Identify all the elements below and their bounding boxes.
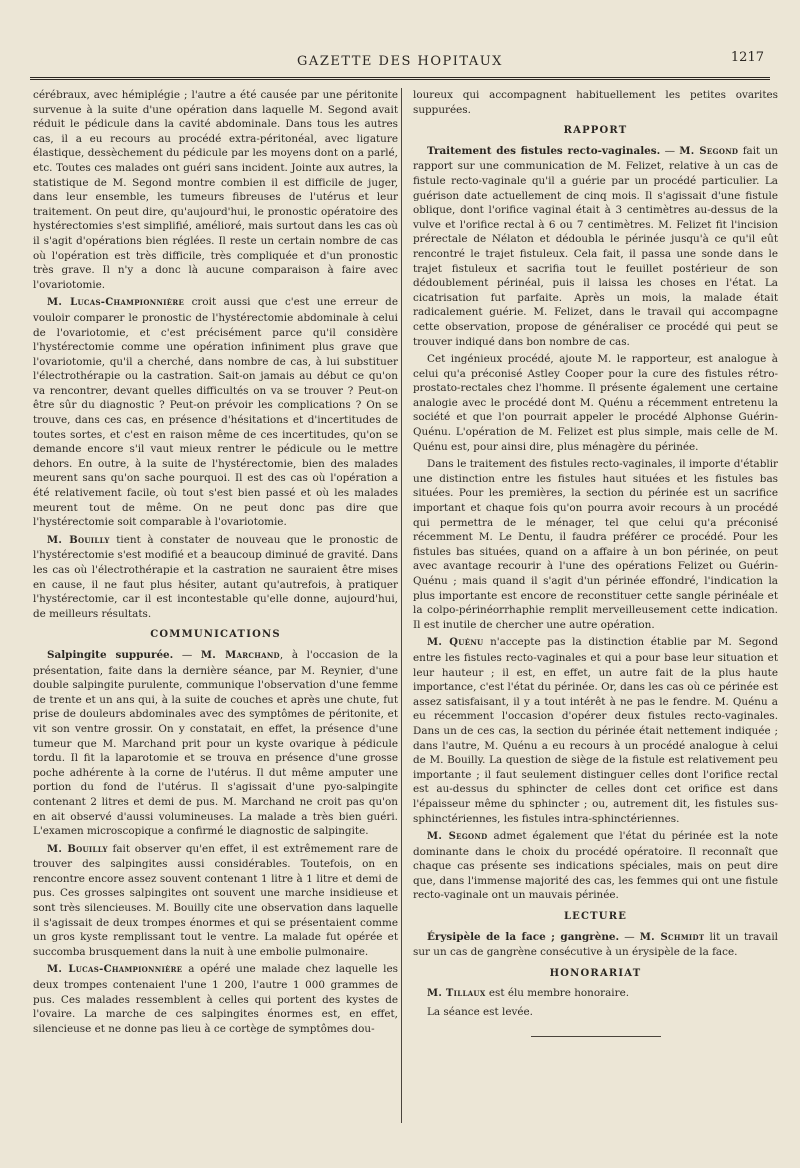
subheading: Traitement des fistules recto-vaginales.: [427, 144, 661, 157]
left-column: [33, 88, 398, 1039]
paragraph: Érysipèle de la face ; gangrène. — M. Schmidt lit un travail sur un cas de gangrène consécutive à un érysipèle de la face.: [413, 930, 778, 959]
speaker-name: M. Segond: [679, 145, 739, 157]
paragraph: La séance est levée.: [427, 1006, 533, 1019]
section-title-rapport: RAPPORT: [563, 125, 628, 137]
speaker-name: M. Bouilly: [47, 843, 108, 855]
paragraph: cérébraux, avec hémiplégie ; l'autre a été causée par une péritonite survenue à la suite d'une opération dans laquelle M. Segond avait réduit le pédicule dans la cavité abdominale. Dans tous les autres cas, il a eu recours au procédé extra-péritonéal, avec ligature élastique, dessèchement du pédicule par les moyens dont on a parlé, etc. Toutes ces malades ont guéri sans incident. Jointe aux autres, la statistique de M. Segond montre combien il est difficile de juger, dans leur ensemble, les tumeurs fibreuses de l'utérus et leur traitement. On peut dire, qu'aujourd'hui, le pronostic opératoire des hystérectomies s'est simplifié, amélioré, mais surtout dans les cas où il s'agit d'opérations bien réglées. Il reste un certain nombre de cas où l'opération est très difficile, très compliquée et d'un pronostic très grave. Il n'y a donc là aucune comparaison à faire avec l'ovariotomie.: [33, 89, 398, 291]
page-header: [30, 48, 770, 74]
paragraph: M. Quénu n'accepte pas la distinction établie par M. Segond entre les fistules recto-vaginales et qui a pour base leur situation et leur hauteur ; il est, en effet, un autre fait de la plus haute importance, c'est l'état du périnée. Or, dans les cas où ce périnée est assez satisfaisant, il y a tout intérêt à ne pas le fendre. M. Quénu a eu récemment l'occasion d'opérer deux fistules recto-vaginales. Dans un de ces cas, la section du périnée était nettement indiquée ; dans l'autre, M. Quénu a eu recours à un procédé analogue à celui de M. Bouilly. La question de siège de la fistule est relativement peu importante ; il faut seulement distinguer celles dont l'orifice rectal est au-dessus du sphincter de celles dont cet orifice est dans l'épaisseur même du sphincter ; ou, autrement dit, les fistules sus-sphinctériennes, les fistules intra-sphinctériennes.: [413, 636, 778, 825]
speaker-name: M. Schmidt: [639, 931, 705, 943]
subheading: Érysipèle de la face ; gangrène.: [427, 930, 620, 943]
paragraph: M. Tillaux est élu membre honoraire.: [427, 987, 630, 1000]
paragraph: Dans le traitement des fistules recto-vaginales, il importe d'établir une distinction entre les fistules haut situées et les fistules bas situées. Pour les premières, la section du périnée est un sacrifice important et chaque fois qu'on pourra avoir recours à un procédé qui permettra de le ménager, tel que celui qu'a préconisé récemment M. Le Dentu, il faudra préférer ce procédé. Pour les fistules bas situées, quand on a affaire à un bon périnée, on peut avec avantage recourir à l'une des opérations Felizet ou Guérin-Quénu ; mais quand il s'agit d'un périnée effondré, l'indication la plus importante est encore de reconstituer cette sangle périnéale et la colpo-périnéorrhaphie remplit merveilleusement cette indication. Il est inutile de chercher une autre opération.: [413, 458, 778, 631]
paragraph: M. Segond admet également que l'état du périnée est la note dominante dans le choix du procédé opératoire. Il reconnaît que chaque cas présente ses indications spéciales, mais on peut dire que, dans l'immense majorité des cas, les femmes qui ont une fistule recto-vaginale ont un mauvais périnée.: [413, 830, 779, 902]
closing-rule: [531, 1036, 661, 1037]
speaker-name: M. Bouilly: [47, 534, 110, 546]
section-title-lecture: LECTURE: [563, 911, 628, 923]
right-column: [413, 88, 778, 1037]
journal-title: GAZETTE DES HOPITAUX: [297, 54, 503, 69]
paragraph: M. Lucas-Championnière croit aussi que c'est une erreur de vouloir comparer le pronostic de l'hystérectomie abdominale à celui de l'ovariotomie, et c'est précisément parce qu'il considère l'hystérectomie comme une opération infiniment plus grave que l'ovariotomie, qu'il a cherché, dans nombre de cas, à lui substituer l'électrothérapie ou la castration. Sait-on jamais au début ce qu'on va rencontrer, devant quelles difficultés on va se trouver ? Peut-on être sûr du diagnostic ? Peut-on prévoir les complications ? On se trouve, dans ces cas, en présence d'hésitations et d'incertitudes de toutes sortes, et c'est en raison même de ces incertitudes, qu'on se demande encore s'il vaut mieux rentrer le pédicule ou le mettre dehors. En outre, à la suite de l'hystérectomie, bien des malades meurent sans qu'on sache pourquoi. Il est des cas où l'opération a été relativement facile, où tout s'est bien passé et où les malades meurent tout de même. On ne peut donc pas dire que l'hystérectomie soit comparable à l'ovariotomie.: [33, 296, 398, 529]
column-divider: [401, 88, 402, 1123]
paragraph: Salpingite suppurée. — M. Marchand, à l'occasion de la présentation, faite dans la dernière séance, par M. Reynier, d'une double salpingite purulente, communique l'observation d'une femme de trente et un ans qui, à la suite de couches et après une chute, fut prise de douleurs abdominales avec des symptômes de péritonite, et vit son ventre grossir. On y constatait, en effet, la présence d'une tumeur que M. Marchand prit pour un kyste ovarique à pédicule tordu. Il fit la laparotomie et se trouva en présence d'une grosse poche adhérente à la corne de l'utérus. Il dut même amputer une portion du fond de l'utérus. Il s'agissait d'une pyo-salpingite contenant 2 litres et demi de pus. M. Marchand ne croit pas qu'on en ait observé d'aussi volumineuses. La malade a très bien guéri. L'examen microscopique a confirmé le diagnostic de salpingite.: [33, 648, 398, 838]
paragraph: M. Bouilly fait observer qu'en effet, il est extrêmement rare de trouver des salpingites aussi considérables. Toutefois, on en rencontre encore assez souvent contenant 1 litre à 1 litre et demi de pus. Ces grosses salpingites ont souvent une marche insidieuse et sont très silencieuses. M. Bouilly cite une observation dans laquelle il s'agissait de deux trompes énormes et qui se présentaient comme un gros kyste remplissant tout le ventre. La malade fut opérée et succomba brusquement dans la nuit à une embolie pulmonaire.: [33, 842, 398, 958]
speaker-name: M. Marchand: [200, 649, 280, 661]
paragraph: loureux qui accompagnent habituellement les petites ovarites suppurées.: [413, 89, 778, 116]
paragraph: M. Lucas-Championnière a opéré une malade chez laquelle les deux trompes contenaient l'une 1 200, l'autre 1 000 grammes de pus. Ces malades ressemblent à celles qui portent des kystes de l'ovaire. La marche de ces salpingites énormes est, en effet, silencieuse et ne donne pas lieu à ce cortège de symptômes dou-: [33, 963, 398, 1035]
section-title-honorariat: HONORARIAT: [549, 967, 642, 979]
paragraph: Cet ingénieux procédé, ajoute M. le rapporteur, est analogue à celui qu'a préconisé Astley Cooper pour la cure des fistules rétro-prostato-rectales chez l'homme. Il présente également une certaine analogie avec le procédé dont M. Quénu a récemment entretenu la société et que l'on pourrait appeler le procédé Alphonse Guérin-Quénu. L'opération de M. Felizet est plus simple, mais celle de M. Quénu est, pour ainsi dire, plus ménagère du périnée.: [413, 353, 778, 453]
header-rule: [30, 77, 770, 80]
paragraph: Traitement des fistules recto-vaginales. — M. Segond fait un rapport sur une communication de M. Felizet, relative à un cas de fistule recto-vaginale qu'il a guérie par un procédé particulier. La guérison date actuellement de cinq mois. Il s'agissait d'une fistule oblique, dont l'orifice vaginal était à 3 centimètres au-dessus de la vulve et l'orifice rectal à 6 ou 7 centimètres. M. Felizet fit l'incision prérectale de Nélaton et dédoubla le périnée jusqu'à ce qu'il eût rencontré le trajet fistuleux. Cela fait, il passa une sonde dans le trajet fistuleux et sacrifia tout le feuillet postérieur de son dédoublement périnéal, puis il laissa les choses en l'état. La cicatrisation fut parfaite. Après un mois, la malade était radicalement guérie. M. Felizet, dans le travail qui accompagne cette observation, propose de généraliser ce procédé qui peut se trouver indiqué dans bon nombre de cas.: [413, 144, 778, 348]
speaker-name: M. Segond: [427, 831, 488, 843]
speaker-name: M. Quénu: [427, 637, 484, 649]
speaker-name: M. Lucas-Championnière: [47, 297, 185, 309]
section-title-communications: COMMUNICATIONS: [150, 629, 281, 641]
page-number: 1217: [730, 50, 764, 65]
speaker-name: M. Tillaux: [427, 988, 486, 1000]
subheading: Salpingite suppurée.: [47, 648, 174, 661]
speaker-name: M. Lucas-Championnière: [47, 964, 183, 976]
paragraph: M. Bouilly tient à constater de nouveau que le pronostic de l'hystérectomie s'est modifié et a beaucoup diminué de gravité. Dans les cas où l'électrothérapie et la castration ne sauraient être mises en cause, il ne faut plus hésiter, autant qu'autrefois, à pratiquer l'hystérectomie, car il est incontestable qu'elle donne, aujourd'hui, de meilleurs résultats.: [33, 533, 398, 620]
